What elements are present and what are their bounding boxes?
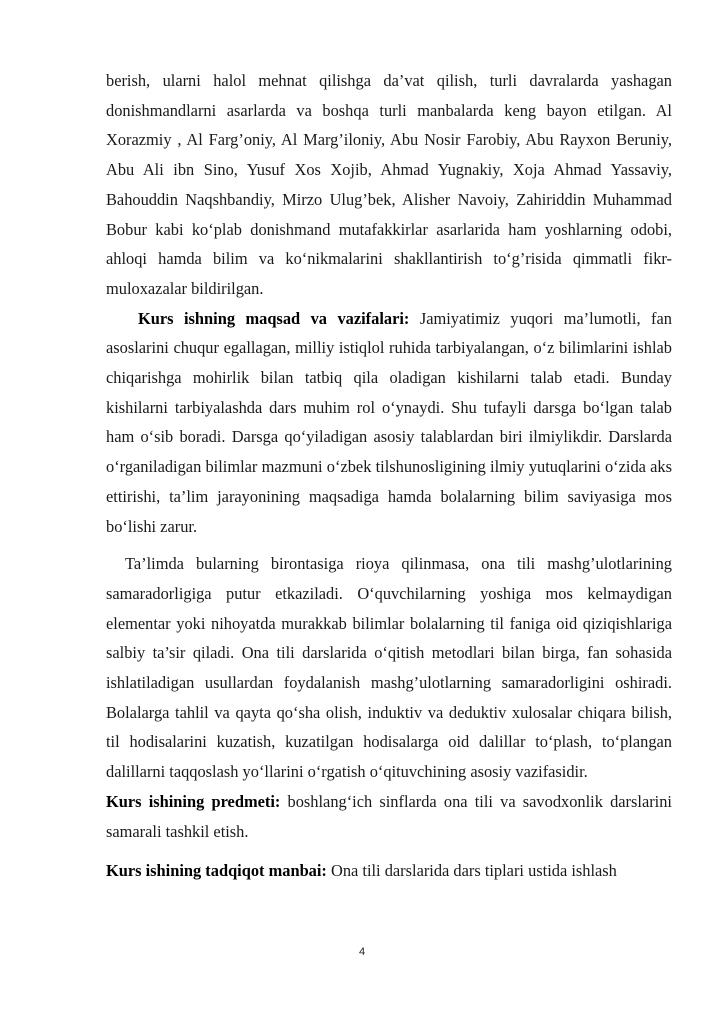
document-body: [106, 66, 672, 886]
source-text: Ona tili darslarida dars tiplari ustida ishlash: [326, 861, 617, 881]
subject-heading: Kurs ishining predmeti:: [106, 791, 281, 811]
source-paragraph: [106, 856, 672, 886]
intro-paragraph: berish, ularni halol mehnat qilishga da’vat qilish, turli davralarda yashagan donishmandlarni asarlarda va boshqa turli manbalarda keng bayon etilgan. Al Xorazmiy , Al Farg’oniy, Al Marg’iloniy, Abu Nosir Farobiy, Abu Rayxon Beruniy, Abu Ali ibn Sino, Yusuf Xos Xojib, Ahmad Yugnakiy, Xoja Ahmad Yassaviy, Bahouddin Naqshbandiy, Mirzo Ulug’bek, Alisher Navoiy, Zahiriddin Muhammad Bobur kabi ko‘plab donishmand mutafakkirlar asarlarida ham yoshlarning odobi, ahloqi hamda bilim va ko‘nikmalarini shakllantirish to‘g’risida qimmatli fikr- muloxazalar bildirilgan.: [106, 71, 672, 298]
goals-text: Jamiyatimiz yuqori ma’lumotli, fan asoslarini chuqur egallagan, milliy istiqlol ruhida tarbiyalangan, o‘z bilimlarini ishlab chiqarishga mohirlik bilan tatbiq qila oladigan kishilarni talab etadi. Bunday kishilarni tarbiyalashda dars muhim rol o‘ynaydi. Shu tufayli darsga bo‘lgan talab ham o‘sib boradi. Darsga qo‘yiladigan asosiy talablardan biri ilmiylikdir. Darslarda o‘rganiladigan bilimlar mazmuni o‘zbek tilshunosligining ilmiy yutuqlarini o‘zida aks ettirishi, ta’lim jarayonining maqsadiga hamda bolalarning bilim saviyasiga mos bo‘lishi zarur.: [106, 308, 672, 536]
methods-paragraph: Ta’limda bularning birontasiga rioya qilinmasa, ona tili mashg’ulotlarining samaradorligiga putur etkaziladi. O‘quvchilarning yoshiga mos kelmaydigan elementar yoki nihoyatda murakkab bilimlar bolalarning til faniga oid qiziqishlariga salbiy ta’sir qiladi. Ona tili darslarida o‘qitish metodlari bilan birga, fan sohasida ishlatiladigan usullardan foydalanish mashg’ulotlarning samaradorligini oshiradi. Bolalarga tahlil va qayta qo‘sha olish, induktiv va deduktiv xulosalar chiqara bilish, til hodisalarini kuzatish, kuzatilgan hodisalarga oid dalillar to‘plash, to‘plangan dalillarni taqqoslash yo‘llarini o‘rgatish o‘qituvchining asosiy vazifasidir.: [106, 554, 672, 782]
goals-heading: Kurs ishning maqsad va vazifalari:: [138, 308, 410, 328]
source-heading: Kurs ishining tadqiqot manbai:: [106, 861, 327, 881]
page-number: 4: [358, 946, 366, 958]
subject-text: boshlang‘ich sinflarda ona tili va savodxonlik darslarini samarali tashkil etish.: [106, 791, 672, 841]
goals-paragraph: [106, 304, 672, 542]
subject-paragraph: [106, 787, 672, 846]
